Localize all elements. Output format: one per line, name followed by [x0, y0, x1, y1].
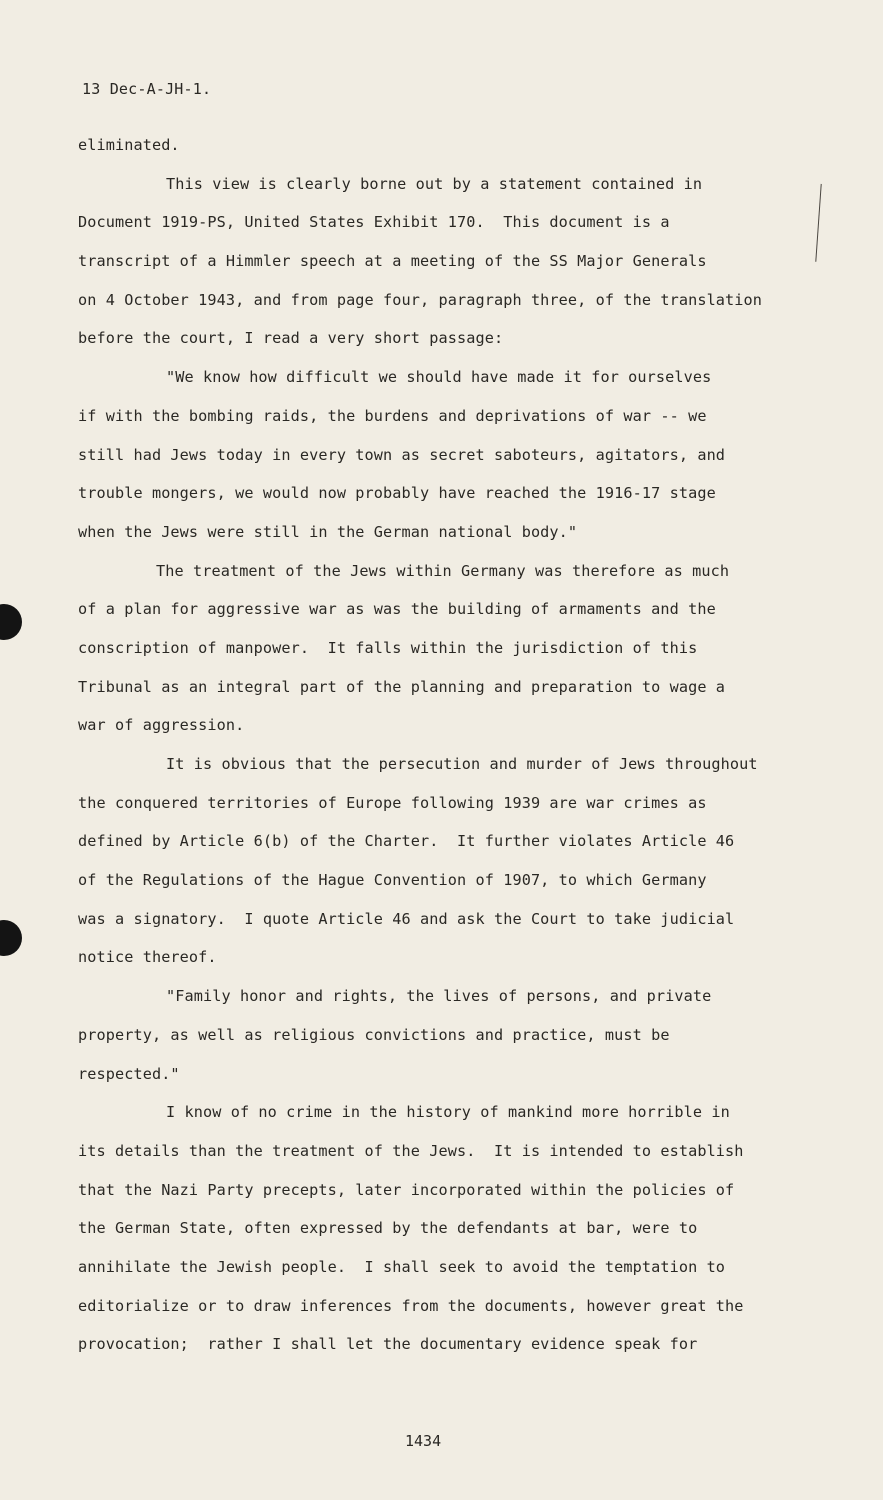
text-line: property, as well as religious convictions and practice, must be	[78, 1025, 670, 1044]
text-line: still had Jews today in every town as secret saboteurs, agitators, and	[78, 445, 726, 464]
text-line: respected."	[78, 1064, 180, 1083]
text-line: transcript of a Himmler speech at a meeting of the SS Major Generals	[78, 252, 707, 271]
binder-hole-upper	[0, 604, 22, 640]
text-line: editorialize or to draw inferences from the documents, however great the	[78, 1296, 744, 1315]
text-line: was a signatory. I quote Article 46 and ask the Court to take judicial	[78, 909, 735, 928]
text-line: I know of no crime in the history of mankind more horrible in	[166, 1103, 730, 1122]
text-line: of the Regulations of the Hague Convention of 1907, to which Germany	[78, 871, 707, 890]
text-line: annihilate the Jewish people. I shall seek to avoid the temptation to	[78, 1257, 726, 1276]
binder-hole-lower	[0, 920, 22, 956]
text-line: war of aggression.	[78, 716, 245, 735]
text-line: This view is clearly borne out by a statement contained in	[166, 174, 703, 193]
text-line: provocation; rather I shall let the documentary evidence speak for	[78, 1335, 698, 1354]
text-line: that the Nazi Party precepts, later incorporated within the policies of	[78, 1180, 735, 1199]
text-line: the conquered territories of Europe following 1939 are war crimes as	[78, 793, 707, 812]
text-line: Tribunal as an integral part of the planning and preparation to wage a	[78, 677, 726, 696]
text-line: "We know how difficult we should have made it for ourselves	[166, 368, 712, 387]
body-text	[78, 126, 818, 1364]
text-line: The treatment of the Jews within Germany was therefore as much	[156, 561, 730, 580]
page-number: 1434	[405, 1432, 442, 1450]
text-line: when the Jews were still in the German national body."	[78, 522, 578, 541]
document-reference: 13 Dec-A-JH-1.	[82, 80, 212, 98]
text-line: "Family honor and rights, the lives of persons, and private	[166, 987, 712, 1006]
text-line: trouble mongers, we would now probably have reached the 1916-17 stage	[78, 484, 716, 503]
text-line: of a plan for aggressive war as was the building of armaments and the	[78, 600, 716, 619]
text-line: It is obvious that the persecution and murder of Jews throughout	[166, 755, 758, 773]
text-line: if with the bombing raids, the burdens and deprivations of war -- we	[78, 406, 707, 425]
text-line: before the court, I read a very short passage:	[78, 329, 504, 348]
text-line: notice thereof.	[78, 948, 217, 967]
text-line: Document 1919-PS, United States Exhibit 170. This document is a	[78, 213, 670, 232]
text-line: its details than the treatment of the Jews. It is intended to establish	[78, 1141, 744, 1160]
text-line: on 4 October 1943, and from page four, paragraph three, of the translation	[78, 290, 763, 309]
text-line: conscription of manpower. It falls within the jurisdiction of this	[78, 638, 698, 657]
text-line: defined by Article 6(b) of the Charter. It further violates Article 46	[78, 832, 735, 851]
text-line: the German State, often expressed by the defendants at bar, were to	[78, 1219, 698, 1238]
text-line: eliminated.	[78, 136, 180, 154]
